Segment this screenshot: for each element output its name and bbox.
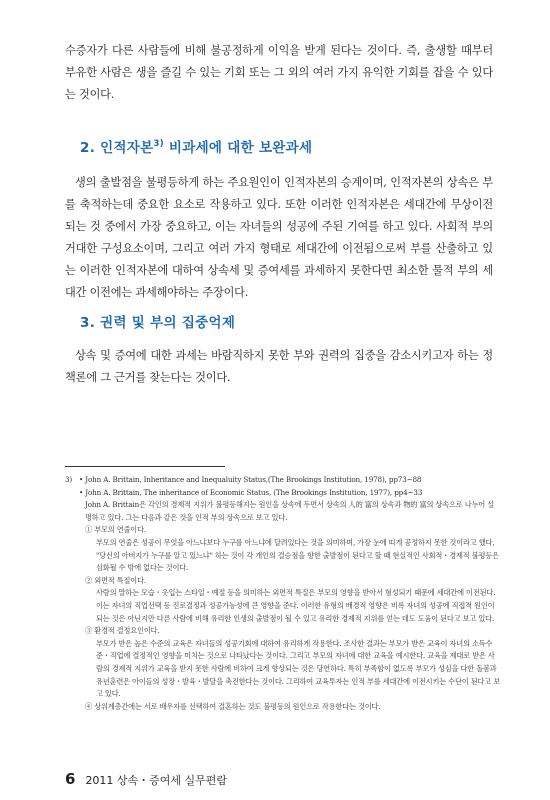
footnote-reference[interactable]: 3): [153, 139, 164, 149]
section-3-heading: 3. 권력 및 부의 집중억제: [80, 315, 236, 331]
footnote-item-4-title: ④ 상위계층간에는 서로 배우자를 선택하여 결혼하는 것도 불평등의 원인으로 작용한다는 것이다.: [85, 701, 381, 711]
footnote-item-1-body: 부모의 연줄은 성공이 무엇을 아느냐보다 누구를 아느냐에 달려있다는 것을 의미하며, 가장 눈에 띠게 공정하지 못한 것이라고 했다, "당신의 아버지가 누구를 알고 있느냐" 하는 것이 각 개인의 결승점을 향한 출발점이 된다고 할 때 현실적인 사회적・경제적 불평등은 심화될 수 밖에 없다는 것이다.: [96, 537, 499, 573]
footnote-ref-1: 3) • John A. Brittain, Inheritance and Inequaluity Status,(The Brookings Institution, 1978), pp73~88: [65, 474, 500, 487]
footnote-item-3-body: 부모가 받은 높은 수준의 교육은 자녀들의 성공기회에 대하여 유리하게 작용한다. 조사한 결과는 부모가 받은 교육이 자녀의 소득수준・직업에 결정적인 영향을 미치는 것으로 나타났다는 것이다. 그리고 부모의 자녀에 대한 교육을 예시한다. 교육을 제대로 받은 사람의 경제적 지위가 교육을 받지 못한 사람에 비하여 크게 향상되는 것은 당연하다. 특히 부족함이 없도록 부모가 성심을 다한 돌봄과 유년훈련은 아이들의 성장・발육・발달을 촉진한다는 것이다. 그리하여 교육투자는 인적 부를 세대간에 이전시키는 수단이 된다고 보고 있다.: [96, 638, 501, 699]
section-2-heading-rest: 비과세에 대한 보완과세: [163, 140, 313, 156]
section-2-paragraph: 생의 출발점을 불평등하게 하는 주요원인이 인적자본의 승계이며, 인적자본의 상속은 부를 축적하는데 중요한 요소로 작용하고 있다. 또한 이러한 인적자본은 세대간에 무상이전되는 것 중에서 가장 중요하고, 이는 자녀들의 성공에 주된 기여를 하고 있다. 사회적 부의 거대한 구성요소이며, 그리고 여러 가지 형태로 세대간에 이전됨으로써 부를 산출하고 있는 이러한 인적자본에 대하여 상속세 및 증여세를 과세하지 못한다면 최소한 물적 부의 세대간 이전에는 과세해야하는 주장이다.: [65, 176, 493, 299]
page-footer: [65, 770, 227, 788]
footnote-summary: John A. Brittain은 각인의 경제적 지위가 불평등해지는 원인을 상속에 두면서 상속의 人的 富의 상속과 物的 富의 상속으로 나누어 설명하고 있다. 그는 다음과 같은 것을 인적 부의 상속으로 보고 있다.: [85, 500, 495, 522]
footnote-ref-2: • John A. Brittain, The inheritance of Economic Status, (The Brookings Institution, 1977), pp4~33: [79, 487, 423, 497]
publication-title: 2011 상속・증여세 실무편람: [85, 774, 228, 787]
intro-paragraph: 수증자가 다른 사람들에 비해 불공정하게 이익을 받게 된다는 것이다. 즉, 출생할 때부터 부유한 사람은 생을 즐길 수 있는 기회 또는 그 외의 여러 가지 유익한 기회를 잡을 수 있다는 것이다.: [65, 44, 493, 101]
footnote-divider: [65, 466, 225, 467]
footnote-block: [65, 474, 500, 713]
footnote-item-3-title: ③ 환경적 결정요인이다.: [85, 626, 160, 636]
section-2-heading: [80, 136, 312, 156]
section-2-heading-text: 2. 인적자본: [80, 140, 154, 156]
footnote-item-1-title: ① 부모의 연줄이다.: [85, 525, 147, 535]
footnote-mark: 3): [65, 475, 73, 484]
footnote-item-2-body: 사람의 말하는 모습・옷입는 스타일・예절 등을 의미하는 외면적 특질은 부모의 영향을 받아서 형성되기 때문에 세대간에 이전된다. 이는 자녀의 직업선택 등 진로결정과 성공가능성에 큰 영향을 준다. 이러한 유형의 배경적 영향은 비록 자녀의 성공에 직접적 원인이 되는 것은 아닌지만 다른 사람에 비해 유리한 인생의 출발점이 될 수 있고 유리한 경제적 지위를 얻는 데도 도움이 된다고 보고 있다.: [96, 588, 496, 623]
footnote-item-2-title: ② 외면적 특질이다.: [85, 575, 147, 585]
section-3-paragraph: 상속 및 증여에 대한 과세는 바람직하지 못한 부와 권력의 집중을 감소시키고자 하는 정책론에 그 근거를 찾는다는 것이다.: [65, 349, 493, 384]
page-number: 6: [65, 770, 76, 788]
